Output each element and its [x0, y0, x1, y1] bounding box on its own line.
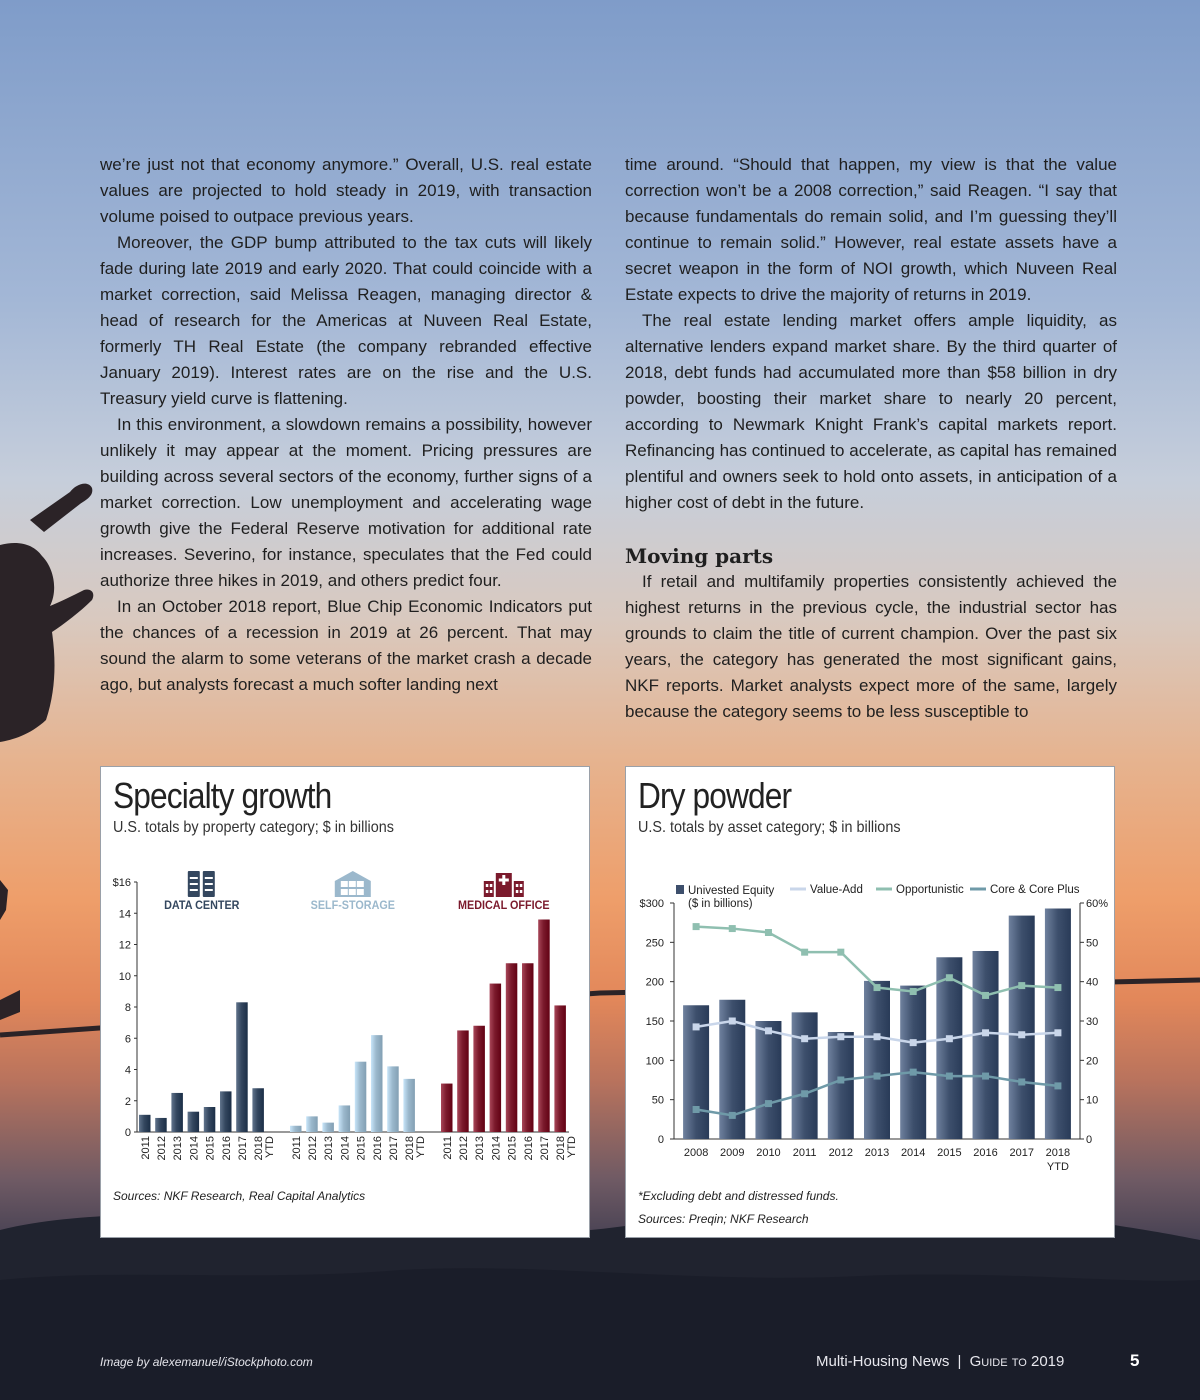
cross-bar	[499, 879, 509, 882]
bar-medical-office	[457, 1030, 469, 1132]
page-number: 5	[1130, 1351, 1140, 1370]
point-core-core-plus	[729, 1112, 736, 1119]
x-tick-label: 2015	[355, 1136, 368, 1161]
bar-self-storage	[322, 1123, 334, 1132]
article-left-column	[100, 152, 592, 698]
bar-medical-office	[522, 963, 534, 1132]
y-tick-label: 0	[124, 1127, 131, 1139]
x-tick-label: 2018	[555, 1136, 568, 1161]
x-tick-label: 2013	[864, 1147, 890, 1159]
left-tick-label: 100	[645, 1055, 664, 1068]
right-tick-label: 50	[1086, 937, 1099, 950]
x-tick-label: YTD	[415, 1136, 428, 1158]
x-tick-label: 2013	[474, 1136, 487, 1161]
bar-unvested-equity	[1009, 916, 1035, 1139]
y-tick-label: $16	[112, 877, 131, 889]
bar-medical-office	[473, 1026, 485, 1132]
specialty-growth-chart	[101, 867, 589, 1187]
chart-source: Sources: Preqin; NKF Research	[638, 1212, 809, 1226]
publication-name: Multi-Housing News	[816, 1353, 950, 1370]
chart-subtitle: U.S. totals by asset category; $ in billions	[638, 819, 901, 836]
point-value-add	[837, 1033, 844, 1040]
legend-label: Univested Equity	[688, 885, 775, 897]
x-tick-label: 2016	[522, 1136, 535, 1161]
x-tick-label: 2011	[792, 1147, 817, 1159]
bar-data-center	[139, 1115, 151, 1132]
chart-subtitle: U.S. totals by property category; $ in billions	[113, 819, 394, 836]
hospital-wing	[484, 881, 494, 897]
bar-data-center	[220, 1091, 232, 1132]
paragraph: In an October 2018 report, Blue Chip Economic Indicators put the chances of a recession in 2019 at 26 percent. That may sound the alarm to some veterans of the market crash a decade ago, but analysts forecast a much softer landing next	[100, 597, 592, 694]
right-tick-label: 30	[1086, 1016, 1099, 1028]
bar-medical-office	[538, 920, 550, 1133]
bar-self-storage	[306, 1116, 318, 1132]
x-tick-label: 2014	[900, 1147, 926, 1159]
point-opportunistic	[874, 984, 881, 991]
bar-data-center	[171, 1093, 183, 1132]
x-tick-label: 2015	[506, 1136, 519, 1161]
y-tick-label: 4	[124, 1064, 131, 1077]
x-tick-label: 2017	[236, 1136, 249, 1161]
specialty-growth-panel	[100, 766, 590, 1238]
point-value-add	[874, 1033, 881, 1040]
article-right-column	[625, 152, 1117, 725]
x-tick-label: 2015	[937, 1147, 962, 1159]
right-tick-label: 60%	[1086, 898, 1109, 910]
bar-medical-office	[506, 963, 518, 1132]
hospital-window	[490, 890, 493, 893]
storage-unit	[341, 889, 348, 895]
server-slot	[190, 877, 198, 879]
bar-self-storage	[371, 1035, 383, 1132]
bar-unvested-equity	[1045, 909, 1071, 1139]
x-tick-label: YTD	[264, 1136, 277, 1158]
server-slot	[190, 883, 198, 885]
dry-powder-panel	[625, 766, 1115, 1238]
x-tick-label: YTD	[1046, 1161, 1069, 1173]
point-core-core-plus	[874, 1073, 881, 1080]
storage-unit	[349, 889, 356, 895]
x-tick-label: 2012	[828, 1147, 854, 1159]
point-opportunistic	[1054, 984, 1061, 991]
point-core-core-plus	[1054, 1082, 1061, 1089]
x-tick-label: 2016	[973, 1147, 998, 1159]
point-core-core-plus	[910, 1069, 917, 1076]
left-tick-label: $300	[639, 898, 664, 910]
point-core-core-plus	[837, 1077, 844, 1084]
bar-unvested-equity	[973, 951, 999, 1139]
point-value-add	[982, 1029, 989, 1036]
bar-self-storage	[403, 1079, 415, 1132]
series-label: MEDICAL OFFICE	[458, 899, 550, 913]
chart-title: Dry powder	[638, 775, 792, 816]
y-tick-label: 8	[124, 1002, 131, 1014]
storage-unit	[341, 881, 348, 887]
point-value-add	[765, 1027, 772, 1034]
point-core-core-plus	[946, 1073, 953, 1080]
right-tick-label: 20	[1086, 1055, 1099, 1068]
hospital-window	[520, 890, 523, 893]
point-opportunistic	[1018, 982, 1025, 989]
point-opportunistic	[982, 992, 989, 999]
publication-line	[816, 1353, 1064, 1370]
right-tick-label: 10	[1086, 1094, 1099, 1107]
paragraph: time around. “Should that happen, my view is that the value correction won’t be a 2008 correction,” said Reagen. “I say that because fundamentals do remain solid, and I’m guessing they’ll continue to remain solid.” However, real estate assets have a secret weapon in the form of NOI growth, which Nuveen Real Estate expects to drive the majority of returns in 2019.	[625, 155, 1117, 304]
x-tick-label: 2016	[220, 1136, 233, 1161]
x-tick-label: 2014	[188, 1136, 201, 1161]
image-credit: Image by alexemanuel/iStockphoto.com	[100, 1355, 313, 1369]
bar-data-center	[252, 1088, 264, 1132]
point-value-add	[910, 1039, 917, 1046]
paragraph: The real estate lending market offers ample liquidity, as alternative lenders expand market share. By the third quarter of 2018, debt funds had accumulated more than $58 billion in dry powder, boosting their market share to nearly 20 percent, according to Newmark Knight Frank’s capital markets report. Refinancing has continued to accelerate, as capital has remained plentiful and owners seek to hold onto assets, in anticipation of a higher cost of debt in the future.	[625, 311, 1117, 512]
bar-data-center	[236, 1002, 248, 1132]
point-core-core-plus	[982, 1073, 989, 1080]
x-tick-label: 2012	[306, 1136, 319, 1161]
y-tick-label: 2	[124, 1095, 131, 1108]
point-opportunistic	[837, 949, 844, 956]
guide-title: Guide to 2019	[969, 1353, 1065, 1370]
hospital-window	[486, 890, 489, 893]
right-tick-label: 40	[1086, 976, 1099, 989]
point-opportunistic	[801, 949, 808, 956]
x-tick-label: 2011	[441, 1136, 454, 1160]
point-value-add	[801, 1035, 808, 1042]
x-tick-label: 2013	[172, 1136, 185, 1161]
left-tick-label: 50	[651, 1094, 664, 1107]
x-tick-label: 2011	[139, 1136, 152, 1160]
point-opportunistic	[693, 923, 700, 930]
bar-self-storage	[290, 1126, 302, 1132]
point-opportunistic	[946, 974, 953, 981]
x-tick-label: 2012	[457, 1136, 470, 1161]
legend-swatch-equity	[676, 885, 684, 894]
server-slot	[205, 883, 213, 885]
left-tick-label: 0	[657, 1134, 664, 1146]
legend-label: Opportunistic	[896, 884, 964, 896]
server-slot	[205, 877, 213, 879]
series-label: DATA CENTER	[164, 899, 240, 913]
x-tick-label: 2018	[253, 1136, 266, 1161]
x-tick-label: 2013	[323, 1136, 336, 1161]
bar-data-center	[188, 1112, 200, 1132]
hospital-window	[516, 890, 519, 893]
point-opportunistic	[729, 925, 736, 932]
point-value-add	[729, 1018, 736, 1025]
server-slot	[205, 889, 213, 891]
right-tick-label: 0	[1086, 1134, 1093, 1146]
y-tick-label: 6	[124, 1033, 131, 1046]
paragraph: If retail and multifamily properties consistently achieved the highest returns in the previous cycle, the industrial sector has grounds to claim the title of current champion. Over the past six years, the category has generated the most significant gains, NKF reports. Market analysts expect more of the same, largely because the category seems to be less susceptible to	[625, 572, 1117, 721]
server-slot	[190, 889, 198, 891]
x-tick-label: 2017	[1009, 1147, 1034, 1159]
bar-data-center	[155, 1118, 167, 1132]
hospital-window	[520, 884, 523, 887]
x-tick-label: 2018	[404, 1136, 417, 1161]
y-tick-label: 10	[118, 970, 131, 983]
x-tick-label: 2017	[387, 1136, 400, 1161]
x-tick-label: 2017	[538, 1136, 551, 1161]
point-value-add	[693, 1023, 700, 1030]
bar-unvested-equity	[792, 1012, 818, 1139]
x-tick-label: 2014	[490, 1136, 503, 1161]
x-tick-label: 2011	[290, 1136, 303, 1160]
bar-unvested-equity	[864, 981, 890, 1139]
point-core-core-plus	[1018, 1078, 1025, 1085]
point-opportunistic	[910, 988, 917, 995]
bar-medical-office	[441, 1084, 453, 1132]
point-core-core-plus	[693, 1106, 700, 1113]
point-opportunistic	[765, 929, 772, 936]
point-value-add	[946, 1035, 953, 1042]
x-tick-label: 2012	[155, 1136, 168, 1161]
hospital-window	[516, 884, 519, 887]
bar-self-storage	[355, 1062, 367, 1132]
x-tick-label: YTD	[566, 1136, 579, 1158]
paragraph: we’re just not that economy anymore.” Overall, U.S. real estate values are projected to hold steady in 2019, with transaction volume poised to outpace previous years.	[100, 155, 592, 226]
left-tick-label: 150	[645, 1016, 664, 1028]
x-tick-label: 2015	[204, 1136, 217, 1161]
hospital-wing	[514, 881, 524, 897]
bar-unvested-equity	[900, 986, 926, 1139]
bar-unvested-equity	[936, 957, 962, 1139]
x-tick-label: 2014	[339, 1136, 352, 1161]
x-tick-label: 2008	[683, 1147, 709, 1159]
point-core-core-plus	[801, 1090, 808, 1097]
legend-label: Core & Core Plus	[990, 884, 1080, 896]
bar-medical-office	[490, 984, 502, 1132]
bar-data-center	[204, 1107, 216, 1132]
storage-unit	[349, 881, 356, 887]
chart-source: Sources: NKF Research, Real Capital Analytics	[113, 1189, 366, 1203]
separator: |	[957, 1353, 962, 1370]
paragraph: Moreover, the GDP bump attributed to the tax cuts will likely fade during late 2019 and early 2020. That could coincide with a market correction, said Melissa Reagen, managing director & head of research for the Americas at Nuveen Real Estate, formerly TH Real Estate (the company rebranded effective January 2019). Interest rates are on the rise and the U.S. Treasury yield curve is flattening.	[100, 233, 592, 408]
point-core-core-plus	[765, 1100, 772, 1107]
paragraph: In this environment, a slowdown remains a possibility, however unlikely it may appear at the moment. Pricing pressures are building across several sectors of the economy, further signs of a market correction. Low unemployment and accelerating wage growth give the Federal Reserve motivation for additional rate increases. Severino, for instance, speculates that the Fed could authorize three hikes in 2019, and others predict four.	[100, 415, 592, 590]
server-icon	[188, 871, 215, 897]
legend-label: ($ in billions)	[688, 898, 753, 910]
point-value-add	[1054, 1029, 1061, 1036]
left-tick-label: 250	[645, 937, 664, 950]
bar-self-storage	[339, 1105, 351, 1132]
x-tick-label: 2018	[1045, 1147, 1071, 1159]
storage-building-icon	[335, 871, 371, 897]
y-tick-label: 14	[118, 908, 131, 921]
bar-unvested-equity	[828, 1032, 854, 1139]
legend-label: Value-Add	[810, 884, 863, 896]
section-heading: Moving parts	[625, 544, 774, 568]
chart-title: Specialty growth	[113, 775, 332, 816]
dry-powder-chart	[626, 867, 1114, 1187]
hospital-window	[490, 884, 493, 887]
hospital-icon	[484, 873, 524, 897]
left-tick-label: 200	[645, 976, 664, 989]
bar-medical-office	[554, 1005, 566, 1132]
storage-unit	[357, 889, 364, 895]
series-label: SELF-STORAGE	[310, 899, 395, 913]
x-tick-label: 2016	[371, 1136, 384, 1161]
hospital-window	[486, 884, 489, 887]
x-tick-label: 2009	[720, 1147, 745, 1159]
x-tick-label: 2010	[756, 1147, 781, 1159]
y-tick-label: 12	[118, 939, 131, 952]
chart-note: *Excluding debt and distressed funds.	[638, 1189, 839, 1203]
point-value-add	[1018, 1031, 1025, 1038]
bar-unvested-equity	[755, 1021, 781, 1139]
bar-self-storage	[387, 1066, 399, 1132]
storage-unit	[357, 881, 364, 887]
